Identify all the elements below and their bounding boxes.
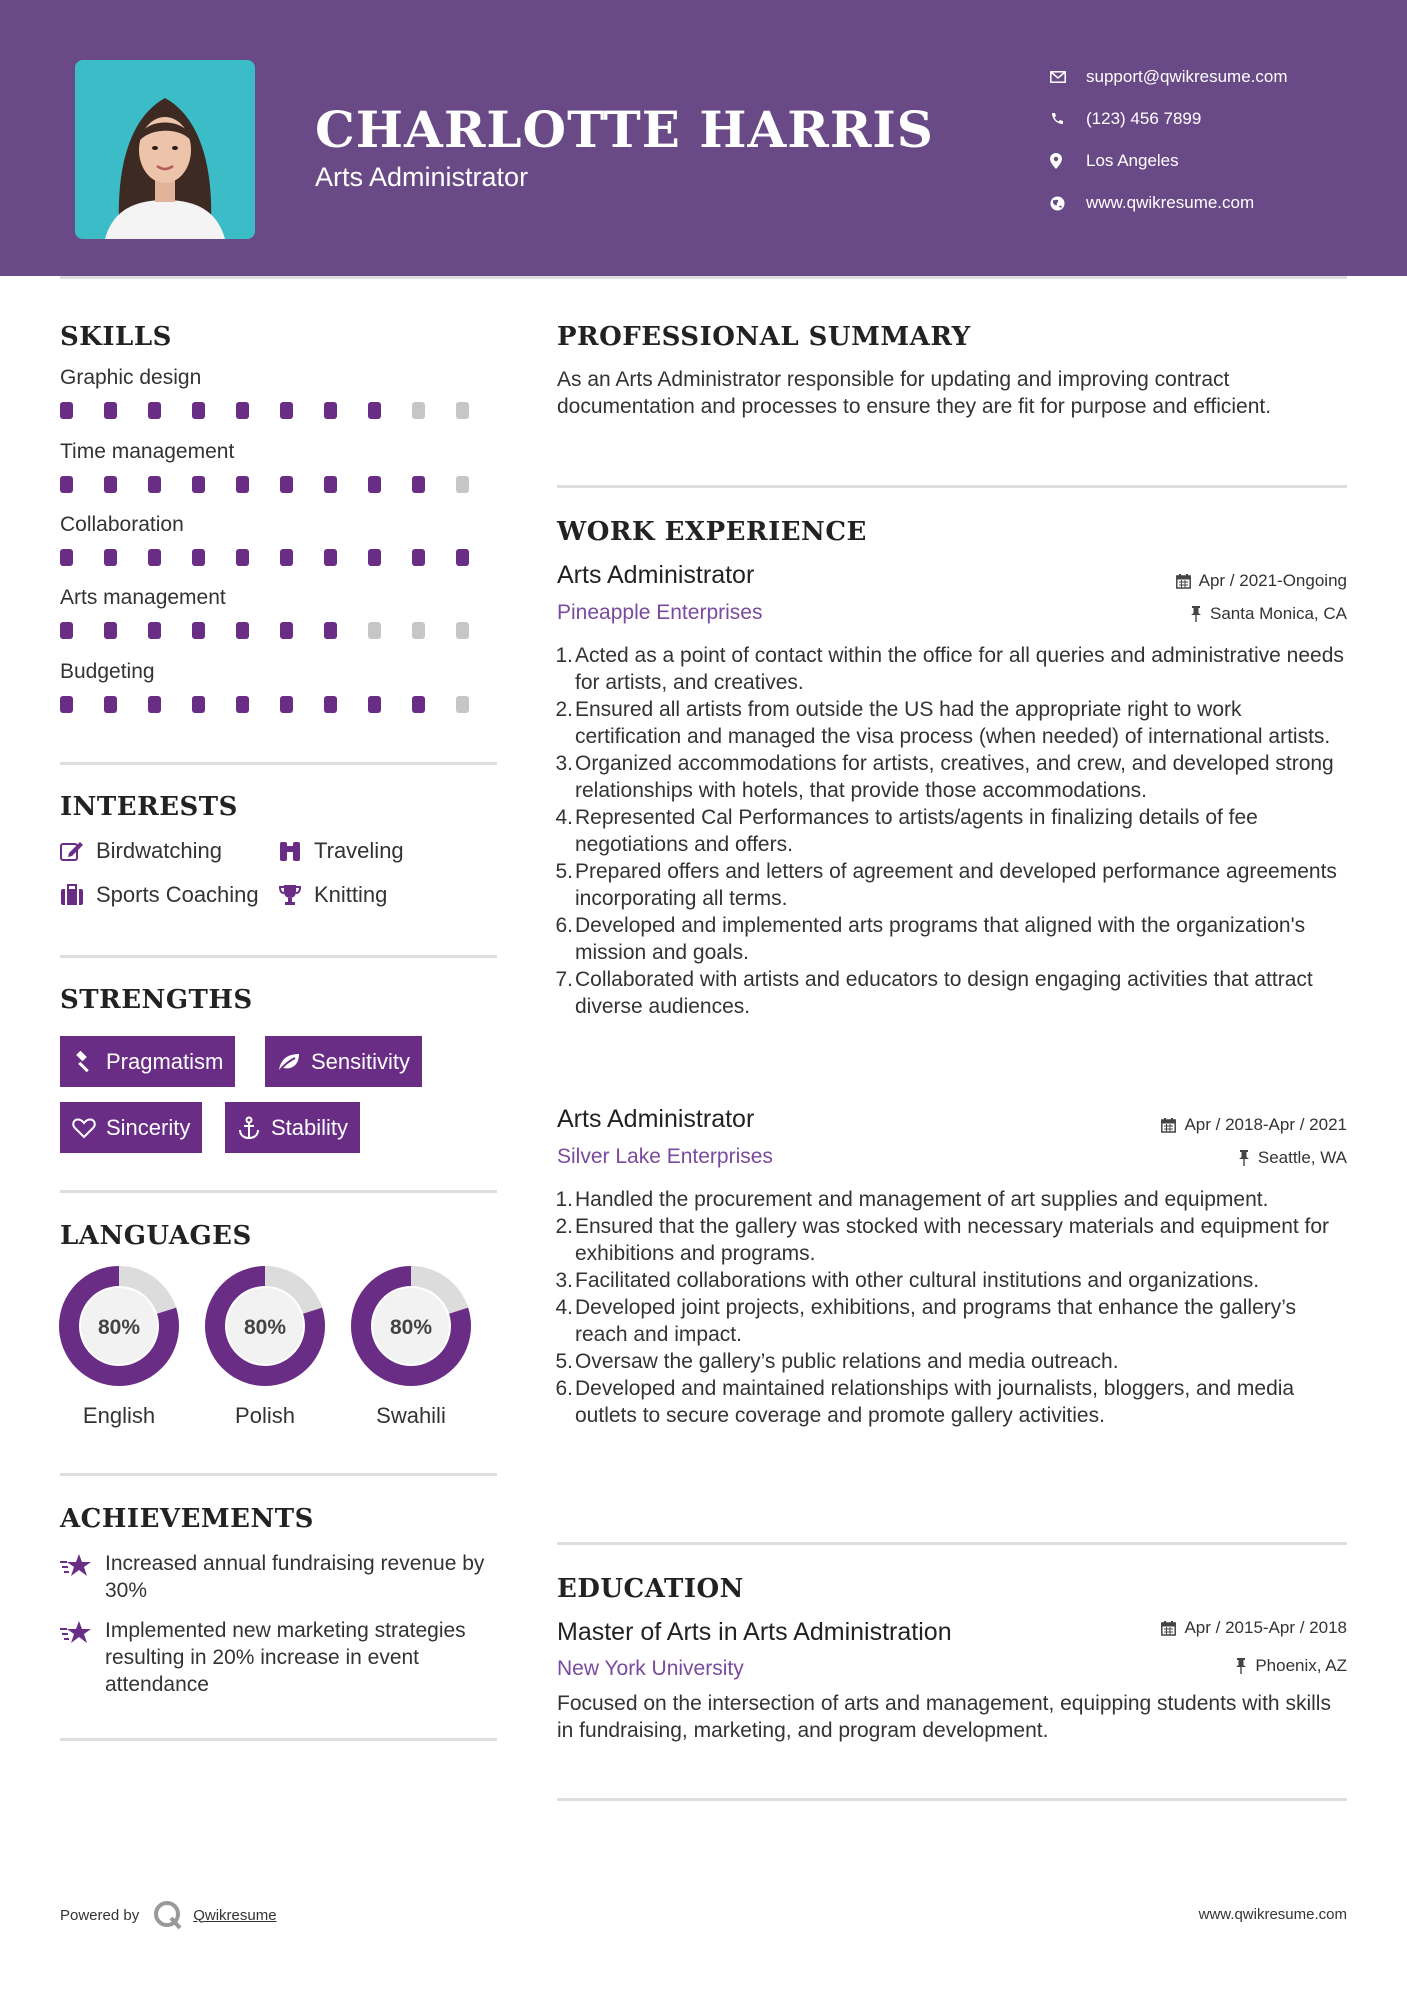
list-item: 3. Facilitated collaborations with other cultural institutions and organizations. bbox=[555, 1269, 1260, 1292]
gavel-icon bbox=[72, 1051, 106, 1073]
job-title: Arts Administrator bbox=[557, 561, 755, 589]
language-percent: 80% bbox=[97, 1316, 141, 1339]
interest-label: Knitting bbox=[314, 882, 388, 907]
contact-website-text: www.qwikresume.com bbox=[1086, 193, 1255, 212]
language-name: Swahili bbox=[376, 1403, 446, 1428]
summary-text: As an Arts Administrator responsible for updating and improving contract documentation and processes to ensure they are fit for purpose and efficient. bbox=[557, 368, 1272, 418]
degree-title: Master of Arts in Arts Administration bbox=[557, 1618, 952, 1646]
pushpin-icon bbox=[1238, 1150, 1250, 1166]
language-polish bbox=[204, 1265, 326, 1429]
briefcase-icon bbox=[60, 884, 96, 906]
phone-icon bbox=[1050, 112, 1086, 126]
skill-dot-empty bbox=[368, 622, 381, 639]
skill-dot-filled bbox=[148, 549, 161, 566]
skill-dot-filled bbox=[148, 696, 161, 713]
list-item: 1. Acted as a point of contact within the office for all queries and administrative needs for artists, and creatives. bbox=[555, 644, 1344, 694]
education-dates-text: Apr / 2015-Apr / 2018 bbox=[1184, 1618, 1347, 1637]
job-location-text: Santa Monica, CA bbox=[1209, 604, 1347, 623]
achievement-text: Implemented new marketing strategies resulting in 20% increase in event attendance bbox=[105, 1619, 466, 1696]
section-divider bbox=[60, 955, 497, 958]
header-divider bbox=[60, 276, 1347, 279]
profile-photo bbox=[75, 60, 255, 239]
interest-knitting bbox=[278, 882, 387, 908]
list-item: 2. Ensured all artists from outside the US had the appropriate right to work certification and managed the visa process (when needed) of international artists. bbox=[555, 698, 1331, 748]
skill-dot-filled bbox=[456, 549, 469, 566]
skill-dot-filled bbox=[368, 402, 381, 419]
interest-birdwatching bbox=[60, 838, 222, 864]
skill-name: Budgeting bbox=[60, 660, 155, 683]
list-item: 1. Handled the procurement and management of art supplies and equipment. bbox=[555, 1188, 1269, 1211]
skill-dot-filled bbox=[104, 696, 117, 713]
skill-dot-filled bbox=[60, 696, 73, 713]
candidate-name: CHARLOTTE HARRIS bbox=[315, 100, 934, 159]
strength-label: Stability bbox=[271, 1114, 349, 1140]
language-name: English bbox=[82, 1403, 156, 1428]
list-item: 6. Developed and maintained relationships with journalists, bloggers, and media outlets to secure coverage and promote gallery activities. bbox=[555, 1377, 1295, 1427]
resume-header bbox=[0, 0, 1407, 276]
list-item: 6. Developed and implemented arts programs that aligned with the organization's mission and goals. bbox=[555, 914, 1306, 964]
skill-dot-empty bbox=[412, 402, 425, 419]
leaf-icon bbox=[277, 1052, 311, 1072]
job-location-text: Seattle, WA bbox=[1257, 1148, 1347, 1167]
skill-name: Arts management bbox=[60, 586, 226, 609]
skill-dot-filled bbox=[324, 476, 337, 493]
job-dates bbox=[1176, 571, 1347, 591]
contact-email-text: support@qwikresume.com bbox=[1086, 67, 1288, 86]
skill-rating bbox=[60, 476, 500, 493]
skill-dot-filled bbox=[60, 549, 73, 566]
education-description: Focused on the intersection of arts and management, equipping students with skills in fundraising, marketing, and program development. bbox=[557, 1692, 1331, 1742]
achievement-text: Increased annual fundraising revenue by 30% bbox=[105, 1552, 485, 1602]
strength-sensitivity bbox=[265, 1036, 422, 1087]
skill-dot-filled bbox=[368, 476, 381, 493]
skill-collaboration bbox=[60, 513, 500, 566]
job-dates-text: Apr / 2021-Ongoing bbox=[1198, 571, 1347, 590]
globe-icon bbox=[1050, 196, 1086, 211]
skills-heading: SKILLS bbox=[60, 322, 172, 352]
footer-powered-by bbox=[60, 1900, 277, 1930]
language-progress-ring bbox=[58, 1265, 180, 1387]
skill-dot-filled bbox=[104, 476, 117, 493]
skill-dot-filled bbox=[412, 696, 425, 713]
achievement-item bbox=[60, 1550, 500, 1604]
skill-dot-filled bbox=[192, 622, 205, 639]
section-divider bbox=[60, 1473, 497, 1476]
strength-sincerity bbox=[60, 1102, 202, 1153]
skill-dot-empty bbox=[456, 696, 469, 713]
contact-location-text: Los Angeles bbox=[1086, 151, 1179, 170]
skill-dot-filled bbox=[60, 402, 73, 419]
skill-name: Graphic design bbox=[60, 366, 202, 389]
strengths-heading: STRENGTHS bbox=[60, 985, 253, 1015]
skill-dot-filled bbox=[236, 402, 249, 419]
candidate-role: Arts Administrator bbox=[315, 162, 529, 192]
skill-dot-filled bbox=[236, 476, 249, 493]
language-swahili bbox=[350, 1265, 472, 1429]
strength-label: Sensitivity bbox=[311, 1048, 411, 1074]
skill-dot-filled bbox=[192, 549, 205, 566]
star-badge-icon bbox=[60, 1550, 105, 1604]
skill-rating bbox=[60, 696, 500, 713]
skill-dot-filled bbox=[60, 476, 73, 493]
skill-dot-filled bbox=[60, 622, 73, 639]
job-company: Silver Lake Enterprises bbox=[557, 1145, 773, 1168]
skill-name: Collaboration bbox=[60, 513, 184, 536]
skill-dot-filled bbox=[148, 402, 161, 419]
pushpin-icon bbox=[1235, 1658, 1247, 1674]
list-item: 2. Ensured that the gallery was stocked with necessary materials and equipment for exhibitions and programs. bbox=[555, 1215, 1330, 1265]
school-name: New York University bbox=[557, 1657, 744, 1680]
language-english bbox=[58, 1265, 180, 1429]
job-responsibilities bbox=[557, 1186, 1352, 1429]
skill-rating bbox=[60, 549, 500, 566]
education-location-text: Phoenix, AZ bbox=[1255, 1656, 1347, 1675]
skill-dot-empty bbox=[412, 622, 425, 639]
skill-dot-filled bbox=[148, 476, 161, 493]
job-location bbox=[1190, 604, 1347, 624]
skill-dot-filled bbox=[324, 402, 337, 419]
skill-dot-filled bbox=[280, 696, 293, 713]
skill-dot-filled bbox=[324, 549, 337, 566]
interest-traveling bbox=[278, 838, 404, 864]
education-location bbox=[1235, 1656, 1347, 1676]
skill-dot-filled bbox=[324, 622, 337, 639]
skill-rating bbox=[60, 402, 500, 419]
achievement-item bbox=[60, 1617, 500, 1698]
job-dates-text: Apr / 2018-Apr / 2021 bbox=[1184, 1115, 1347, 1134]
envelope-icon bbox=[1050, 71, 1086, 83]
calendar-icon bbox=[1176, 574, 1191, 589]
qwikresume-logo-icon bbox=[153, 1900, 183, 1930]
language-percent: 80% bbox=[243, 1316, 287, 1339]
section-divider bbox=[557, 485, 1347, 488]
heart-icon bbox=[72, 1117, 106, 1139]
contact-phone-text: (123) 456 7899 bbox=[1086, 109, 1202, 128]
strength-stability bbox=[225, 1102, 360, 1153]
list-item: 4. Developed joint projects, exhibitions, and programs that enhance the gallery’s reach and impact. bbox=[555, 1296, 1297, 1346]
job-dates bbox=[1161, 1115, 1347, 1135]
skill-dot-filled bbox=[280, 476, 293, 493]
skill-dot-filled bbox=[236, 622, 249, 639]
job-title: Arts Administrator bbox=[557, 1105, 755, 1133]
skill-dot-filled bbox=[192, 696, 205, 713]
powered-by-text: Powered by bbox=[60, 1906, 140, 1924]
language-progress-ring bbox=[204, 1265, 326, 1387]
strength-pragmatism bbox=[60, 1036, 235, 1087]
list-item: 5. Oversaw the gallery’s public relations and media outreach. bbox=[555, 1350, 1119, 1373]
calendar-icon bbox=[1161, 1621, 1176, 1636]
skill-rating bbox=[60, 622, 500, 639]
qwikresume-link[interactable]: Qwikresume bbox=[193, 1906, 277, 1924]
skill-dot-empty bbox=[456, 402, 469, 419]
binoculars-icon bbox=[278, 840, 314, 862]
skill-dot-filled bbox=[148, 622, 161, 639]
contact-location bbox=[1050, 140, 1288, 182]
skill-dot-filled bbox=[368, 549, 381, 566]
footer-website[interactable]: www.qwikresume.com bbox=[1198, 1906, 1347, 1923]
language-progress-ring bbox=[350, 1265, 472, 1387]
skill-dot-filled bbox=[368, 696, 381, 713]
skill-dot-empty bbox=[456, 476, 469, 493]
job-company: Pineapple Enterprises bbox=[557, 601, 763, 624]
skill-dot-filled bbox=[236, 549, 249, 566]
skill-dot-filled bbox=[236, 696, 249, 713]
summary-heading: PROFESSIONAL SUMMARY bbox=[557, 322, 971, 352]
star-badge-icon bbox=[60, 1617, 105, 1698]
section-divider bbox=[60, 1738, 497, 1741]
skill-dot-filled bbox=[324, 696, 337, 713]
pencil-square-icon bbox=[60, 840, 96, 862]
list-item: 5. Prepared offers and letters of agreement and developed performance agreements incorporating all terms. bbox=[555, 860, 1337, 910]
skill-dot-empty bbox=[456, 622, 469, 639]
interest-label: Sports Coaching bbox=[96, 882, 259, 907]
contact-website[interactable] bbox=[1050, 182, 1288, 224]
calendar-icon bbox=[1161, 1118, 1176, 1133]
location-pin-icon bbox=[1050, 153, 1086, 169]
skill-dot-filled bbox=[280, 402, 293, 419]
experience-heading: WORK EXPERIENCE bbox=[557, 517, 867, 547]
trophy-icon bbox=[278, 884, 314, 906]
contact-list bbox=[1050, 56, 1288, 224]
skill-budgeting bbox=[60, 660, 500, 713]
strength-label: Pragmatism bbox=[106, 1048, 224, 1074]
section-divider bbox=[557, 1798, 1347, 1801]
language-name: Polish bbox=[235, 1403, 295, 1428]
skill-dot-filled bbox=[104, 549, 117, 566]
skill-dot-filled bbox=[192, 402, 205, 419]
education-dates bbox=[1161, 1618, 1347, 1638]
skill-dot-filled bbox=[412, 549, 425, 566]
contact-phone[interactable] bbox=[1050, 98, 1288, 140]
job-location bbox=[1238, 1148, 1347, 1168]
list-item: 3. Organized accommodations for artists, creatives, and crew, and developed strong relationships with hotels, that provide those accommodations. bbox=[555, 752, 1334, 802]
job-responsibilities bbox=[557, 642, 1352, 1020]
languages-heading: LANGUAGES bbox=[60, 1221, 252, 1251]
section-divider bbox=[60, 762, 497, 765]
skill-name: Time management bbox=[60, 440, 235, 463]
anchor-icon bbox=[237, 1116, 271, 1140]
skill-arts-management bbox=[60, 586, 500, 639]
list-item: 7. Collaborated with artists and educators to design engaging activities that attract diverse audiences. bbox=[555, 968, 1313, 1018]
language-percent: 80% bbox=[389, 1316, 433, 1339]
skill-graphic-design bbox=[60, 366, 500, 419]
interest-label: Birdwatching bbox=[96, 838, 222, 863]
section-divider bbox=[60, 1190, 497, 1193]
pushpin-icon bbox=[1190, 606, 1202, 622]
list-item: 4. Represented Cal Performances to artists/agents in finalizing details of fee negotiations and offers. bbox=[555, 806, 1258, 856]
skill-time-management bbox=[60, 440, 500, 493]
interests-heading: INTERESTS bbox=[60, 792, 238, 822]
education-heading: EDUCATION bbox=[557, 1574, 744, 1604]
skill-dot-filled bbox=[412, 476, 425, 493]
skill-dot-filled bbox=[104, 402, 117, 419]
strength-label: Sincerity bbox=[106, 1114, 191, 1140]
interest-label: Traveling bbox=[314, 838, 404, 863]
section-divider bbox=[557, 1542, 1347, 1545]
interest-sports-coaching bbox=[60, 882, 259, 908]
achievements-heading: ACHIEVEMENTS bbox=[60, 1504, 314, 1534]
skill-dot-filled bbox=[280, 622, 293, 639]
skill-dot-filled bbox=[104, 622, 117, 639]
contact-email[interactable] bbox=[1050, 56, 1288, 98]
skill-dot-filled bbox=[192, 476, 205, 493]
skill-dot-filled bbox=[280, 549, 293, 566]
